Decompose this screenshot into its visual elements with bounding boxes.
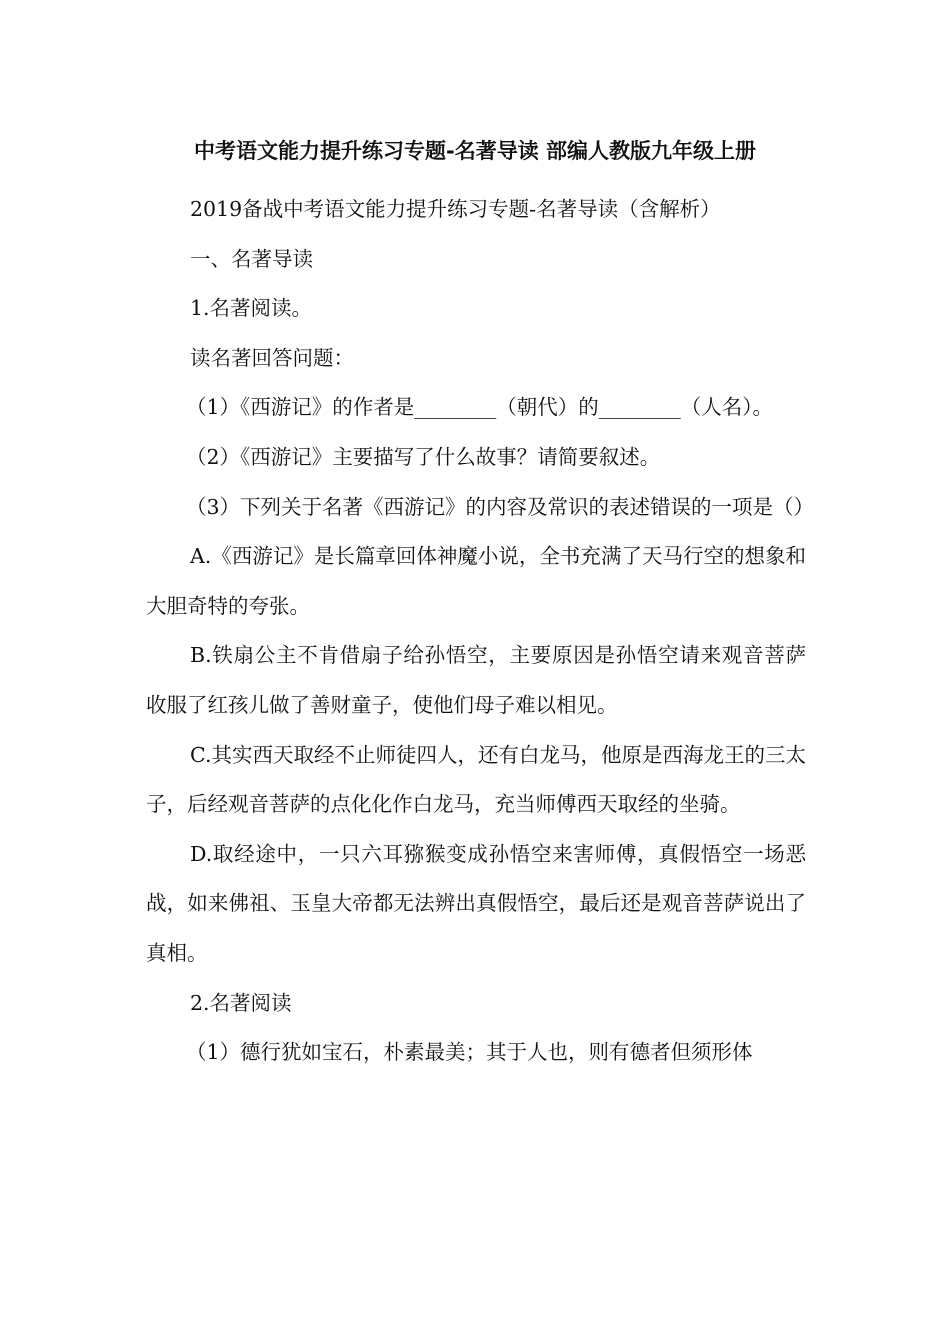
question-item: （2）《西游记》主要描写了什么故事？请简要叙述。 [186, 444, 661, 469]
document-title: 中考语文能力提升练习专题-名著导读 部编人教版九年级上册 [193, 139, 757, 163]
question-item: （3）下列关于名著《西游记》的内容及常识的表述错误的一项是（） [186, 494, 815, 519]
document-body [146, 185, 815, 1078]
option-paragraph: B.铁扇公主不肯借扇子给孙悟空，主要原因是孙悟空请来观音菩萨收服了红孩儿做了善财童子，使他们母子难以相见。 [146, 643, 806, 717]
subtitle-paragraph: 2019备战中考语文能力提升练习专题-名著导读（含解析） [190, 197, 721, 221]
option-paragraph: C.其实西天取经不止师徒四人，还有白龙马，他原是西海龙王的三太子，后经观音菩萨的点化化作白龙马，充当师傅西天取经的坐骑。 [146, 742, 806, 817]
option-paragraph: A.《西游记》是长篇章回体神魔小说，全书充满了天马行空的想象和大胆奇特的夸张。 [146, 544, 806, 618]
question-heading: 1.名著阅读。 [190, 296, 313, 321]
option-paragraph: D.取经途中，一只六耳猕猴变成孙悟空来害师傅，真假悟空一场恶战，如来佛祖、玉皇大帝都无法辨出真假悟空，最后还是观音菩萨说出了真相。 [146, 841, 806, 965]
question-item: （1）《西游记》的作者是________（朝代）的________（人名）。 [186, 395, 774, 420]
instruction-paragraph: 读名著回答问题： [190, 345, 354, 370]
question-item: （1）德行犹如宝石，朴素最美；其于人也，则有德者但须形体 [186, 1040, 753, 1065]
question-heading: 2.名著阅读 [190, 990, 292, 1015]
section-heading: 一、名著导读 [190, 246, 313, 271]
